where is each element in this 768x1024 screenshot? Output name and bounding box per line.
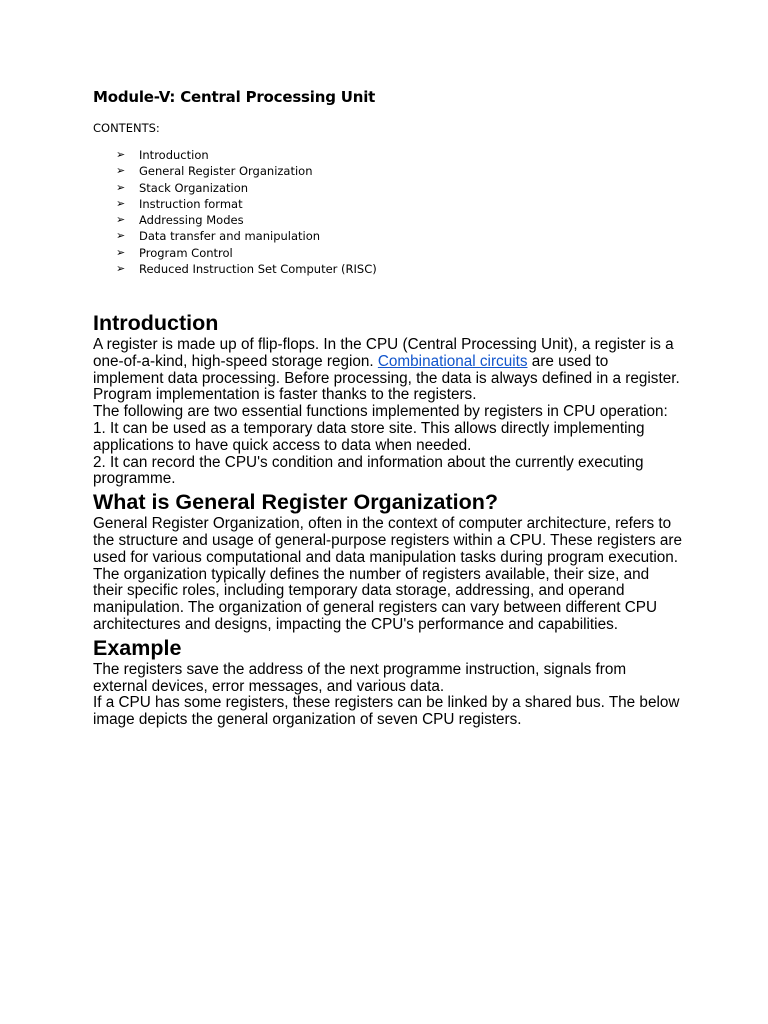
example-paragraph-2: If a CPU has some registers, these registers can be linked by a shared bus. The below image depicts the general organization of seven CPU registers. bbox=[93, 694, 680, 729]
combinational-circuits-link[interactable]: Combinational circuits bbox=[377, 352, 528, 370]
arrow-bullet-icon: ➢ bbox=[116, 262, 126, 276]
arrow-bullet-icon: ➢ bbox=[116, 245, 126, 259]
toc-item-label: General Register Organization bbox=[139, 164, 313, 179]
example-paragraph-1: The registers save the address of the next programme instruction, signals from external devices, error messages, and various data. bbox=[93, 660, 627, 695]
arrow-bullet-icon: ➢ bbox=[116, 164, 126, 178]
toc-item-risc bbox=[93, 261, 377, 277]
toc-item-label: Reduced Instruction Set Computer (RISC) bbox=[139, 262, 377, 277]
toc-item-label: Instruction format bbox=[139, 196, 243, 211]
toc-item-introduction bbox=[93, 147, 377, 163]
toc-item-label: Data transfer and manipulation bbox=[139, 229, 321, 244]
arrow-bullet-icon: ➢ bbox=[116, 229, 126, 243]
arrow-bullet-icon: ➢ bbox=[116, 196, 126, 210]
toc-item-label: Program Control bbox=[139, 245, 233, 260]
contents-label: CONTENTS: bbox=[93, 121, 160, 135]
introduction-heading: Introduction bbox=[93, 311, 219, 335]
toc-item-addressing-modes bbox=[93, 212, 377, 228]
example-heading: Example bbox=[93, 635, 182, 660]
arrow-bullet-icon: ➢ bbox=[116, 148, 126, 161]
toc-item-program-control bbox=[93, 245, 377, 261]
arrow-bullet-icon: ➢ bbox=[116, 180, 126, 194]
toc-item-label: Introduction bbox=[139, 148, 209, 162]
toc-item-label: Stack Organization bbox=[139, 180, 249, 195]
toc-item-stack-organization bbox=[93, 180, 377, 196]
module-title: Module-V: Central Processing Unit bbox=[93, 88, 376, 106]
toc-item-data-transfer bbox=[93, 228, 377, 244]
functions-intro-paragraph: The following are two essential functions implemented by registers in CPU operation: bbox=[93, 403, 668, 421]
toc-item-label: Addressing Modes bbox=[139, 213, 244, 228]
function-two-paragraph: 2. It can record the CPU's condition and information about the currently executing programme. bbox=[93, 453, 644, 488]
table-of-contents bbox=[93, 147, 377, 277]
general-register-organization-paragraph: General Register Organization, often in the context of computer architecture, refers to the structure and usage of general-purpose registers within a CPU. These registers are used for various computational and data manipulation tasks during program execution. The organization typically defines the number of registers available, their size, and their specific roles, including temporary data storage, addressing, and operand manipulation. The organization of general registers can vary between different CPU architectures and designs, impacting the CPU's performance and capabilities. bbox=[93, 515, 682, 633]
general-register-organization-heading: What is General Register Organization? bbox=[93, 490, 498, 515]
introduction-paragraph: A register is made up of flip-flops. In the CPU (Central Processing Unit), a register is a one-of-a-kind, high-speed storage region. Combinational circuits are used to implement data processing. Before processing, the data is always defined in a register. Program implementation is faster thanks to the registers. bbox=[93, 336, 680, 404]
toc-item-instruction-format bbox=[93, 196, 377, 212]
toc-item-general-register-organization bbox=[93, 163, 377, 179]
function-one-paragraph: 1. It can be used as a temporary data store site. This allows directly implementing applications to have quick access to data when needed. bbox=[93, 419, 645, 454]
arrow-bullet-icon: ➢ bbox=[116, 213, 126, 227]
main-content bbox=[93, 309, 683, 729]
